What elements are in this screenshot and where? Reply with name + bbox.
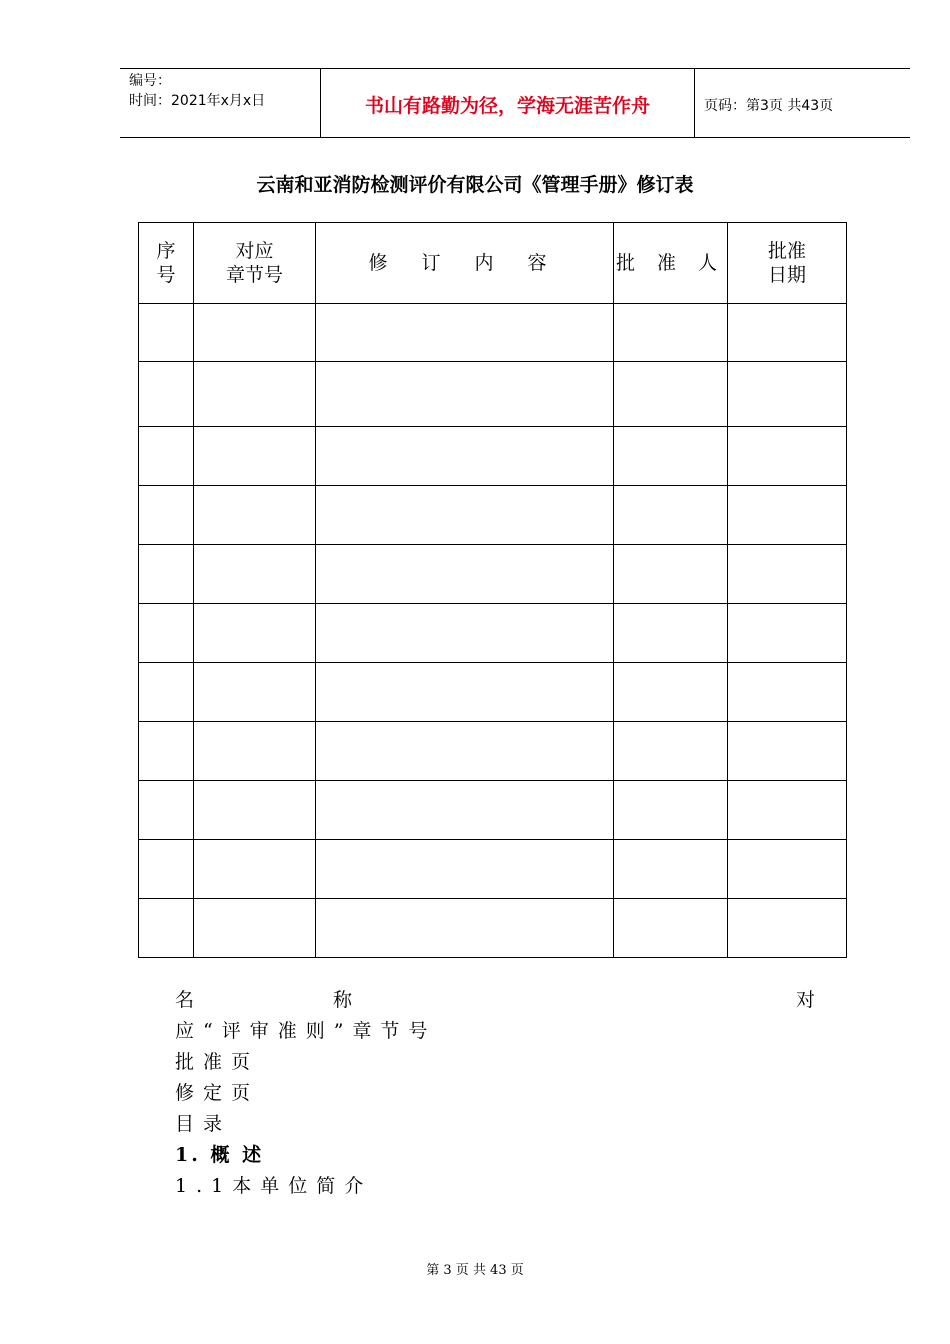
table-cell [139,304,194,362]
table-cell [728,899,847,958]
table-cell [139,604,194,663]
table-cell [194,840,316,899]
table-cell [728,304,847,362]
table-cell [194,663,316,722]
table-row [139,899,847,958]
table-cell [194,486,316,545]
table-cell [316,899,614,958]
header-seq-line2: 号 [156,264,176,286]
table-cell [728,663,847,722]
table-cell [728,781,847,840]
table-cell [139,362,194,427]
table-cell [194,545,316,604]
table-cell [194,899,316,958]
body-line-approval-page: 批准页 [175,1051,260,1073]
header-seq-line1: 序 [156,240,176,262]
header-content [316,223,614,304]
table-cell [316,304,614,362]
table-cell [728,427,847,486]
header-date-line2: 日期 [767,264,806,286]
table-cell [194,604,316,663]
table-cell [139,545,194,604]
body-line-criteria: 应“评审准则”章节号 [175,1020,437,1042]
table-cell [194,304,316,362]
table-row [139,486,847,545]
header-meta-cell [120,69,321,137]
table-cell [316,781,614,840]
table-cell [316,486,614,545]
table-row [139,427,847,486]
header-approver [614,223,728,304]
header-page-cell [695,69,910,137]
table-row [139,781,847,840]
table-cell [194,427,316,486]
table-cell [728,486,847,545]
table-cell [614,899,728,958]
table-cell [614,545,728,604]
table-cell [728,722,847,781]
header-chapter-line2: 章节号 [225,264,283,286]
table-cell [139,899,194,958]
table-cell [614,604,728,663]
table-cell [139,427,194,486]
page-footer: 第 3 页 共 43 页 [426,1263,524,1278]
table-cell [614,781,728,840]
table-body [139,304,847,958]
table-cell [614,362,728,427]
table-cell [139,486,194,545]
time-label: 时间：2021年x月x日 [129,93,266,109]
table-cell [316,427,614,486]
header-seq [139,223,194,304]
table-cell [316,545,614,604]
body-line-intro: 1.1本单位简介 [175,1175,373,1197]
table-cell [614,304,728,362]
body-name-label: 名 [175,989,204,1011]
table-row [139,545,847,604]
table-cell [194,781,316,840]
header-chapter [194,223,316,304]
table-cell [139,722,194,781]
table-cell [728,545,847,604]
body-name-label2: 称 [333,989,362,1011]
table-cell [614,663,728,722]
body-corresponds: 对 [795,989,815,1011]
table-cell [614,840,728,899]
header-approver-label: 批 准 人 [615,252,726,274]
body-line-overview: 1. 概 述 [175,1144,265,1166]
table-header-row [139,223,847,304]
page-header [120,68,910,138]
motto-text: 书山有路勤为径，学海无涯苦作舟 [364,95,650,117]
body-line-toc: 目录 [175,1113,232,1135]
header-motto-cell [321,69,695,137]
table-row [139,840,847,899]
table-cell [728,840,847,899]
table-cell [316,663,614,722]
table-cell [614,722,728,781]
table-cell [614,427,728,486]
table-cell [194,362,316,427]
header-content-label: 修 订 内 容 [368,252,561,274]
table-cell [316,840,614,899]
header-chapter-line1: 对应 [235,240,274,262]
document-title: 云南和亚消防检测评价有限公司《管理手册》修订表 [256,174,694,196]
number-label: 编号： [129,73,171,89]
table-cell [139,840,194,899]
table-cell [139,781,194,840]
table-cell [316,722,614,781]
header-date-line1: 批准 [767,240,806,262]
table-cell [728,362,847,427]
table-row [139,722,847,781]
table-cell [316,362,614,427]
table-row [139,362,847,427]
table-cell [194,722,316,781]
table-row [139,663,847,722]
table-cell [728,604,847,663]
table-cell [316,604,614,663]
table-row [139,304,847,362]
revision-table [138,222,847,958]
table-cell [614,486,728,545]
body-line-revision-page: 修定页 [175,1082,260,1104]
header-date [728,223,847,304]
table-cell [139,663,194,722]
page-info: 页码：第3页 共43页 [704,98,834,114]
table-row [139,604,847,663]
